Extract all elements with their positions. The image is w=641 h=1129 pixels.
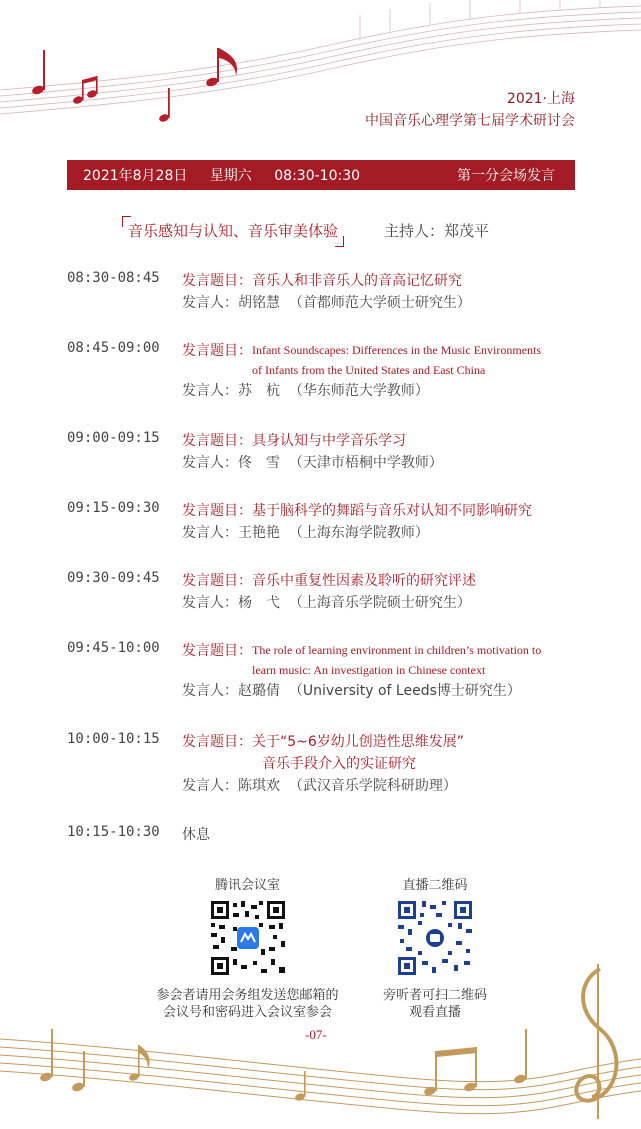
banner-venue: 第一分会场发言 bbox=[457, 168, 555, 184]
speaker-affiliation: （University of Leeds博士研究生） bbox=[288, 683, 521, 699]
topic-label: 发言题目： bbox=[182, 643, 252, 659]
session-title: 音乐感知与认知、音乐审美体验 bbox=[122, 218, 344, 243]
conference-year-city: 2021·上海 bbox=[506, 91, 575, 107]
topic-text-line1: 关于“5~6岁幼儿创造性思维发展” bbox=[252, 734, 465, 750]
speaker-affiliation: （武汉音乐学院科研助理） bbox=[288, 778, 457, 794]
speaker-affiliation: （华东师范大学教师） bbox=[288, 383, 429, 399]
conference-title: 中国音乐心理学第七届学术研讨会 bbox=[365, 113, 575, 129]
speaker-label: 发言人： bbox=[182, 683, 238, 699]
page-number: -07- bbox=[305, 1027, 327, 1042]
speaker-label: 发言人： bbox=[182, 455, 238, 471]
slot-time: 09:15-09:30 bbox=[67, 500, 160, 516]
topic-text: 音乐人和非音乐人的音高记忆研究 bbox=[252, 273, 462, 289]
slot-time: 09:30-09:45 bbox=[67, 570, 160, 586]
speaker-label: 发言人： bbox=[182, 525, 238, 541]
topic-label: 发言题目： bbox=[182, 433, 252, 449]
slot-time: 08:30-08:45 bbox=[67, 270, 160, 286]
break-label: 休息 bbox=[182, 827, 210, 843]
slot-time: 08:45-09:00 bbox=[67, 340, 160, 356]
speaker-affiliation: （上海音乐学院硕士研究生） bbox=[288, 595, 471, 611]
tencent-qr-note-line2: 会议号和密码进入会议室参会 bbox=[162, 1005, 332, 1020]
speaker-name: 胡铭慧 bbox=[238, 295, 280, 311]
speaker-name: 陈琪欢 bbox=[238, 778, 280, 794]
session-heading bbox=[122, 218, 489, 243]
topic-text-line1: The role of learning environment in children’s motivation to bbox=[252, 643, 542, 657]
slot-time: 09:00-09:15 bbox=[67, 430, 160, 446]
topic-text: 基于脑科学的舞蹈与音乐对认知不同影响研究 bbox=[252, 503, 532, 519]
topic-text: 音乐中重复性因素及聆听的研究评述 bbox=[252, 573, 476, 589]
topic-label: 发言题目： bbox=[182, 573, 252, 589]
slot-time: 09:45-10:00 bbox=[67, 640, 160, 656]
tencent-qr-note-line1: 参会者请用会务组发送您邮箱的 bbox=[156, 988, 339, 1003]
banner-weekday: 星期六 bbox=[209, 168, 252, 184]
speaker-name: 佟 雪 bbox=[238, 455, 280, 471]
music-staff-decoration-bottom bbox=[0, 959, 641, 1129]
conference-header bbox=[365, 88, 575, 132]
live-qr-caption: 直播二维码 bbox=[402, 878, 468, 893]
speaker-label: 发言人： bbox=[182, 778, 238, 794]
topic-text-line2: of Infants from the United States and East China bbox=[252, 363, 486, 377]
topic-label: 发言题目： bbox=[182, 734, 252, 750]
session-banner bbox=[67, 160, 575, 190]
topic-text-line2: 音乐手段介入的实证研究 bbox=[262, 756, 416, 772]
speaker-name: 苏 杭 bbox=[238, 383, 280, 399]
speaker-name: 杨 弋 bbox=[238, 595, 280, 611]
speaker-name: 王艳艳 bbox=[238, 525, 280, 541]
speaker-label: 发言人： bbox=[182, 383, 238, 399]
topic-label: 发言题目： bbox=[182, 503, 252, 519]
speaker-affiliation: （天津市梧桐中学教师） bbox=[288, 455, 443, 471]
topic-text: 具身认知与中学音乐学习 bbox=[252, 433, 406, 449]
banner-date: 2021年8月28日 bbox=[83, 168, 188, 184]
live-qr-note-line2: 观看直播 bbox=[408, 1005, 461, 1020]
topic-text-line2: learn music: An investigation in Chinese context bbox=[252, 663, 486, 677]
session-host: 主持人：郑茂平 bbox=[384, 222, 490, 240]
live-qr-note-line1: 旁听者可扫二维码 bbox=[382, 988, 487, 1003]
banner-time: 08:30-10:30 bbox=[274, 168, 361, 184]
topic-label: 发言题目： bbox=[182, 273, 252, 289]
speaker-label: 发言人： bbox=[182, 295, 238, 311]
topic-label: 发言题目： bbox=[182, 343, 252, 359]
speaker-label: 发言人： bbox=[182, 595, 238, 611]
speaker-affiliation: （上海东海学院教师） bbox=[288, 525, 429, 541]
speaker-affiliation: （首都师范大学硕士研究生） bbox=[288, 295, 471, 311]
topic-text-line1: Infant Soundscapes: Differences in the Music Environments bbox=[252, 343, 542, 357]
slot-time: 10:00-10:15 bbox=[67, 731, 160, 747]
tencent-qr-caption: 腾讯会议室 bbox=[214, 878, 280, 893]
slot-time: 10:15-10:30 bbox=[67, 824, 160, 840]
speaker-name: 赵璐倩 bbox=[238, 683, 280, 699]
